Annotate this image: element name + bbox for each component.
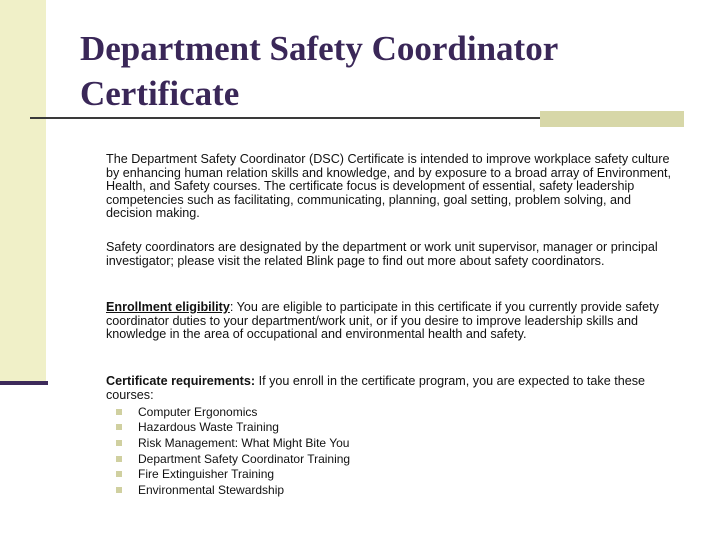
list-item (116, 466, 350, 482)
list-item (116, 451, 350, 467)
square-bullet-icon (116, 487, 122, 493)
square-bullet-icon (116, 409, 122, 415)
intro-paragraph: The Department Safety Coordinator (DSC) Certificate is intended to improve workplace safety culture by enhancing human relation skills and knowledge, and by exposure to a broad array of Environment, Health, and Safety courses. The certificate focus is development of essential, safety leadership competencies such as facilitating, communicating, planning, goal setting, problem solving, and decision making. (106, 152, 671, 221)
course-list (116, 404, 350, 498)
square-bullet-icon (116, 456, 122, 462)
course-name: Computer Ergonomics (138, 404, 258, 419)
square-bullet-icon (116, 440, 122, 446)
eligibility-label: Enrollment eligibility (106, 300, 230, 314)
title-divider-block (540, 111, 684, 127)
eligibility-text: : You are eligible to participate in this certificate if you currently provide safety coordinator duties to your department/work unit, or if you desire to improve leadership skills and knowledge in the area of occupational and environmental health and safety. (106, 300, 659, 342)
requirements-text: If you enroll in the certificate program, you are expected to take these courses: (106, 374, 645, 402)
list-item (116, 435, 350, 451)
course-name: Environmental Stewardship (138, 482, 285, 497)
list-item (116, 420, 350, 436)
list-item (116, 404, 350, 420)
course-name: Risk Management: What Might Bite You (138, 435, 350, 450)
slide-title: Department Safety Coordinator Certificate (80, 29, 558, 113)
course-name: Department Safety Coordinator Training (138, 451, 351, 466)
title-divider-line (30, 117, 542, 119)
left-accent-band (0, 0, 46, 385)
requirements-paragraph (106, 375, 674, 402)
list-item (116, 482, 350, 498)
course-name: Hazardous Waste Training (138, 420, 279, 435)
left-accent-band-bottom-edge (0, 381, 48, 385)
requirements-label: Certificate requirements: (106, 374, 256, 388)
course-name: Fire Extinguisher Training (138, 467, 275, 482)
eligibility-paragraph (106, 301, 674, 342)
designation-paragraph: Safety coordinators are designated by the department or work unit supervisor, manager or principal investigator; please visit the related Blink page to find out more about safety coordinators. (106, 240, 658, 268)
square-bullet-icon (116, 471, 122, 477)
square-bullet-icon (116, 424, 122, 430)
